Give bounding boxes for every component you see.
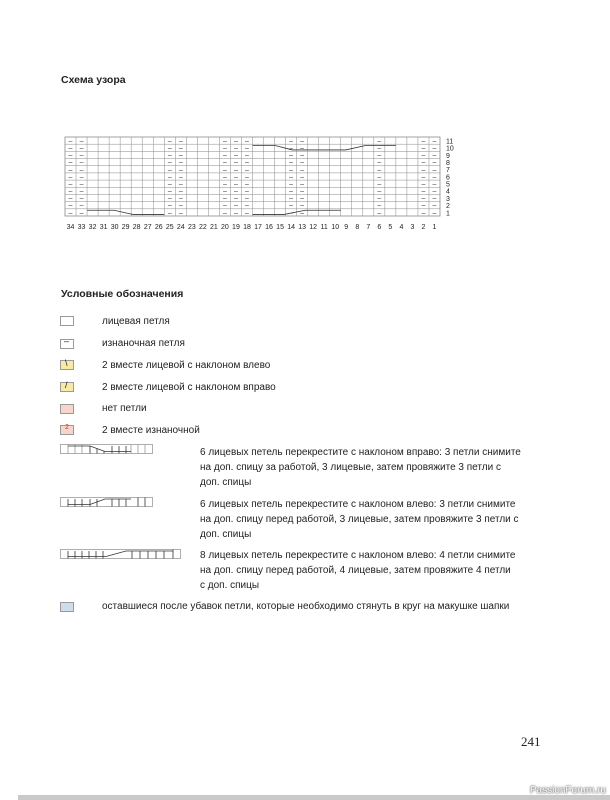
purl-mark: – xyxy=(178,202,183,210)
purl-mark: – xyxy=(377,181,382,189)
stitch-number-label: 11 xyxy=(320,224,328,231)
no-stitch-symbol xyxy=(60,404,74,414)
purl-mark: – xyxy=(377,145,382,153)
legend-label-p2tog: 2 вместе изнаночной xyxy=(102,425,200,436)
legend-item-remaining xyxy=(60,602,74,612)
purl-mark: – xyxy=(167,166,172,174)
purl-mark: – xyxy=(421,195,426,203)
purl-mark: – xyxy=(432,209,437,217)
purl-mark: – xyxy=(222,209,227,217)
row-number-label: 3 xyxy=(446,195,450,203)
purl-mark: – xyxy=(167,159,172,167)
purl-mark: – xyxy=(377,159,382,167)
stitch-number-label: 1 xyxy=(432,224,437,231)
stitch-number-label: 18 xyxy=(243,224,251,231)
purl-mark: – xyxy=(79,188,84,196)
stitch-number-label: 5 xyxy=(388,224,393,231)
purl-mark: – xyxy=(234,181,238,189)
purl-mark: – xyxy=(245,181,249,189)
row-number-label: 10 xyxy=(446,145,454,153)
cable-6-left-line-2: на доп. спицу перед работой, 3 лицевые, затем провяжите 3 петли с xyxy=(200,514,519,525)
purl-mark: – xyxy=(377,152,382,160)
stitch-number-label: 8 xyxy=(355,224,360,231)
purl-mark: – xyxy=(300,209,305,217)
purl-mark: – xyxy=(178,145,183,153)
purl-mark: – xyxy=(234,174,238,182)
purl-mark: – xyxy=(300,166,305,174)
legend-item-knit xyxy=(60,316,74,326)
stitch-number-label: 7 xyxy=(366,224,371,231)
purl-mark: – xyxy=(245,145,249,153)
stitch-number-label: 26 xyxy=(154,224,163,231)
cable-6-left-symbol xyxy=(60,497,155,511)
purl-mark: – xyxy=(300,152,305,160)
purl-mark: – xyxy=(167,174,172,182)
purl-mark: – xyxy=(68,152,73,160)
purl-mark: – xyxy=(245,202,249,210)
stitch-number-label: 16 xyxy=(265,224,273,231)
purl-mark: – xyxy=(421,181,426,189)
purl-mark: – xyxy=(222,145,227,153)
purl-mark: – xyxy=(245,188,249,196)
purl-mark: – xyxy=(68,166,73,174)
cable-6-left-line-3: доп. спицы xyxy=(200,529,252,540)
purl-mark: – xyxy=(68,188,73,196)
purl-mark: – xyxy=(432,145,437,153)
legend-label-remaining: оставшиеся после убавок петли, которые необходимо стянуть в круг на макушке шапки xyxy=(102,601,510,612)
purl-mark: – xyxy=(421,209,426,217)
purl-mark: – xyxy=(167,202,172,210)
purl-mark: – xyxy=(421,188,426,196)
stitch-number-label: 22 xyxy=(198,224,207,231)
row-number-label: 6 xyxy=(446,174,450,182)
knit-symbol xyxy=(60,316,74,326)
purl-mark: – xyxy=(79,152,84,160)
legend-label-purl: изнаночная петля xyxy=(102,338,185,349)
stitch-number-label: 2 xyxy=(421,224,426,231)
row-number-label: 5 xyxy=(446,181,450,189)
stitch-number-label: 20 xyxy=(221,224,229,231)
cable-8-left-symbol xyxy=(60,549,185,563)
stitch-number-label: 19 xyxy=(232,224,240,231)
purl-mark: – xyxy=(377,166,382,174)
purl-mark: – xyxy=(300,202,305,210)
purl-mark: – xyxy=(432,138,437,146)
purl-mark: – xyxy=(377,195,382,203)
purl-mark: – xyxy=(289,188,294,196)
stitch-number-label: 9 xyxy=(344,224,349,231)
stitch-number-label: 12 xyxy=(309,224,318,231)
purl-mark: – xyxy=(167,188,172,196)
stitch-number-label: 33 xyxy=(77,224,86,231)
purl-mark: – xyxy=(289,202,294,210)
purl-mark: – xyxy=(167,152,172,160)
stitch-number-label: 14 xyxy=(287,224,296,231)
row-number-label: 11 xyxy=(446,138,454,146)
cable-6-right-symbol xyxy=(60,444,155,458)
stitch-number-label: 30 xyxy=(110,224,119,231)
cable-6-right-line-1: 6 лицевых петель перекрестите с наклоном вправо: 3 петли снимите xyxy=(200,447,521,458)
purl-mark: – xyxy=(234,195,238,203)
stitch-number-label: 34 xyxy=(66,224,75,231)
purl-mark: – xyxy=(222,195,227,203)
purl-mark: – xyxy=(234,159,238,167)
purl-mark: – xyxy=(377,174,382,182)
footer-bar xyxy=(18,795,610,800)
stitch-number-label: 29 xyxy=(121,224,130,231)
legend-label-k2tog-right: 2 вместе лицевой с наклоном вправо xyxy=(102,382,276,393)
purl-mark: – xyxy=(234,209,238,217)
scheme-title: Схема узора xyxy=(61,74,126,86)
purl-mark: – xyxy=(222,166,227,174)
row-number-label: 1 xyxy=(446,210,450,218)
legend-item-k2tog-right xyxy=(60,382,74,392)
purl-mark: – xyxy=(167,138,172,146)
purl-mark: – xyxy=(222,181,227,189)
legend-item-purl xyxy=(60,336,74,349)
stitch-number-label: 17 xyxy=(254,224,262,231)
stitch-number-label: 23 xyxy=(187,224,196,231)
purl-mark: – xyxy=(222,202,227,210)
purl-mark: – xyxy=(421,166,426,174)
purl-mark: – xyxy=(432,181,437,189)
stitch-number-label: 13 xyxy=(298,224,307,231)
purl-mark: – xyxy=(245,159,249,167)
purl-mark: – xyxy=(377,138,382,146)
purl-mark: – xyxy=(289,145,294,153)
purl-mark: – xyxy=(421,174,426,182)
purl-mark: – xyxy=(68,138,73,146)
purl-mark: – xyxy=(234,152,238,160)
page-number: 241 xyxy=(521,734,541,749)
purl-mark: – xyxy=(289,138,294,146)
watermark: PassionForum.ru xyxy=(529,785,606,796)
row-number-label: 4 xyxy=(446,188,450,196)
purl-mark: – xyxy=(222,159,227,167)
purl-mark: – xyxy=(222,188,227,196)
purl-mark: – xyxy=(300,195,305,203)
purl-mark: – xyxy=(421,159,426,167)
stitch-number-label: 15 xyxy=(276,224,284,231)
purl-mark: – xyxy=(245,195,249,203)
purl-mark: – xyxy=(79,174,84,182)
purl-mark: – xyxy=(300,174,305,182)
purl-mark: – xyxy=(79,202,84,210)
purl-mark: – xyxy=(234,145,238,153)
purl-mark: – xyxy=(178,181,183,189)
purl-mark: – xyxy=(79,195,84,203)
stitch-number-label: 3 xyxy=(410,224,415,231)
purl-mark: – xyxy=(432,174,437,182)
purl-mark: – xyxy=(289,174,294,182)
legend-item-no-stitch xyxy=(60,404,74,414)
purl-mark: – xyxy=(245,174,249,182)
purl-mark: – xyxy=(68,195,73,203)
stitch-number-label: 10 xyxy=(331,224,340,231)
stitch-number-label: 25 xyxy=(165,224,174,231)
legend-item-k2tog-left xyxy=(60,360,74,370)
purl-mark: – xyxy=(79,166,84,174)
purl-mark: – xyxy=(421,145,426,153)
stitch-number-label: 32 xyxy=(88,224,97,231)
cable-8-left-line-1: 8 лицевых петель перекрестите с наклоном влево: 4 петли снимите xyxy=(200,550,516,561)
purl-mark: – xyxy=(289,152,294,160)
purl-mark: – xyxy=(234,202,238,210)
purl-mark: – xyxy=(289,159,294,167)
purl-mark: – xyxy=(178,159,183,167)
legend-item-p2tog xyxy=(60,425,74,435)
stitch-number-label: 4 xyxy=(399,224,404,231)
row-number-label: 7 xyxy=(446,167,450,175)
purl-mark: – xyxy=(68,209,73,217)
purl-mark: – xyxy=(300,145,305,153)
purl-mark: – xyxy=(68,145,73,153)
purl-mark: – xyxy=(300,159,305,167)
purl-mark: – xyxy=(300,138,305,146)
purl-mark: – xyxy=(178,188,183,196)
k2tog-right-symbol: / xyxy=(60,382,74,392)
purl-mark: – xyxy=(234,138,238,146)
purl-mark: – xyxy=(245,209,249,217)
legend-label-knit: лицевая петля xyxy=(102,316,170,327)
cable-8-left-line-3: с доп. спицы xyxy=(200,580,260,591)
legend-title: Условные обозначения xyxy=(61,288,184,300)
k2tog-left-symbol: \ xyxy=(60,360,74,370)
cable-6-left-line-1: 6 лицевых петель перекрестите с наклоном влево: 3 петли снимите xyxy=(200,499,516,510)
stitch-number-label: 31 xyxy=(99,224,108,231)
purl-mark: – xyxy=(377,202,382,210)
purl-mark: – xyxy=(377,188,382,196)
purl-mark: – xyxy=(178,138,183,146)
purl-mark: – xyxy=(178,174,183,182)
purl-mark: – xyxy=(432,188,437,196)
row-number-label: 2 xyxy=(446,203,450,211)
purl-mark: – xyxy=(68,174,73,182)
purl-mark: – xyxy=(377,209,382,217)
purl-mark: – xyxy=(421,138,426,146)
purl-mark: – xyxy=(234,166,238,174)
purl-mark: – xyxy=(79,145,84,153)
purl-mark: – xyxy=(300,188,305,196)
purl-mark: – xyxy=(79,138,84,146)
purl-mark: – xyxy=(178,152,183,160)
purl-mark: – xyxy=(432,152,437,160)
purl-mark: – xyxy=(245,138,249,146)
purl-mark: – xyxy=(289,209,294,217)
stitch-number-label: 21 xyxy=(209,224,218,231)
purl-mark: – xyxy=(79,181,84,189)
purl-mark: – xyxy=(79,159,84,167)
purl-mark: – xyxy=(432,166,437,174)
row-number-label: 8 xyxy=(446,160,450,168)
purl-mark: – xyxy=(289,195,294,203)
purl-mark: – xyxy=(289,181,294,189)
cable-6-right-line-3: доп. спицы xyxy=(200,477,252,488)
purl-mark: – xyxy=(178,209,183,217)
p2tog-symbol: 2 xyxy=(60,425,74,435)
legend-label-k2tog-left: 2 вместе лицевой с наклоном влево xyxy=(102,360,271,371)
purl-mark: – xyxy=(167,181,172,189)
cable-6-right-line-2: на доп. спицу за работой, 3 лицевые, затем провяжите 3 петли с xyxy=(200,462,501,473)
remaining-symbol xyxy=(60,602,74,612)
purl-mark: – xyxy=(68,202,73,210)
purl-mark: – xyxy=(245,166,249,174)
purl-mark: – xyxy=(222,174,227,182)
stitch-number-label: 27 xyxy=(143,224,152,231)
purl-mark: – xyxy=(432,159,437,167)
purl-mark: – xyxy=(289,166,294,174)
purl-mark: – xyxy=(178,166,183,174)
stitch-number-label: 24 xyxy=(176,224,185,231)
purl-mark: – xyxy=(68,181,73,189)
pattern-chart xyxy=(0,0,610,240)
stitch-number-label: 28 xyxy=(132,224,141,231)
purl-mark: – xyxy=(68,159,73,167)
purl-mark: – xyxy=(178,195,183,203)
purl-mark: – xyxy=(167,195,172,203)
purl-mark: – xyxy=(79,209,84,217)
purl-mark: – xyxy=(432,195,437,203)
purl-mark: – xyxy=(222,152,227,160)
purl-mark: – xyxy=(245,152,249,160)
purl-mark: – xyxy=(432,202,437,210)
purl-mark: – xyxy=(234,188,238,196)
purl-symbol: – xyxy=(60,339,74,349)
legend-label-no-stitch: нет петли xyxy=(102,403,147,414)
purl-mark: – xyxy=(167,145,172,153)
purl-mark: – xyxy=(222,138,227,146)
purl-mark: – xyxy=(167,209,172,217)
purl-mark: – xyxy=(421,202,426,210)
cable-8-left-line-2: на доп. спицу перед работой, 4 лицевые, затем провяжите 4 петли xyxy=(200,565,511,576)
purl-mark: – xyxy=(421,152,426,160)
stitch-number-label: 6 xyxy=(377,224,382,231)
purl-mark: – xyxy=(300,181,305,189)
row-number-label: 9 xyxy=(446,152,450,160)
